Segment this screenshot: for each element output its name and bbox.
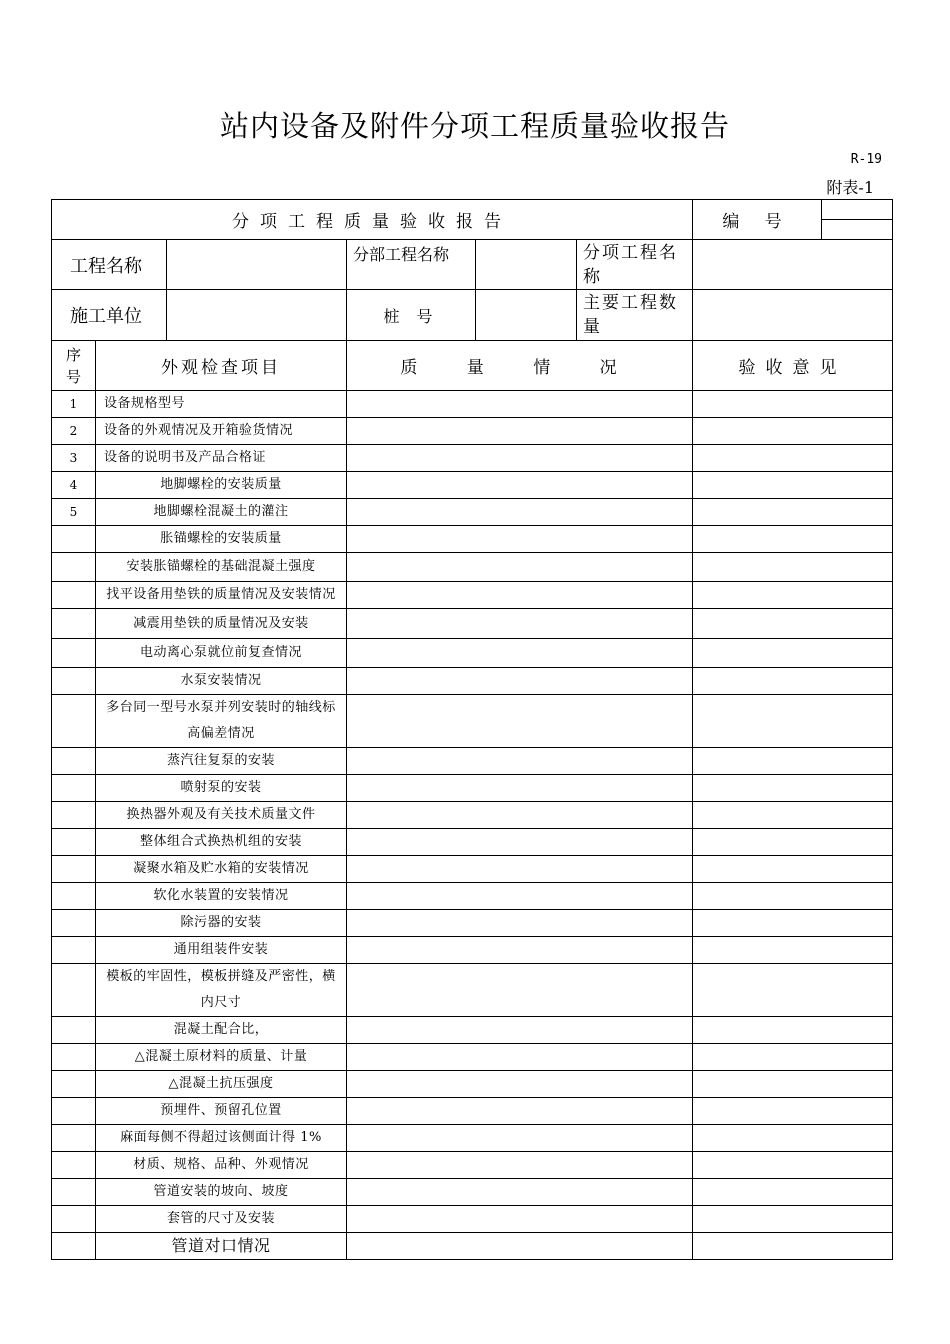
row-opinion-cell[interactable] xyxy=(693,609,893,639)
row-quality-cell[interactable] xyxy=(347,1098,693,1125)
row-seq xyxy=(52,883,96,910)
row-seq xyxy=(52,802,96,829)
row-opinion-cell[interactable] xyxy=(693,775,893,802)
table-row xyxy=(52,445,893,472)
row-quality-cell[interactable] xyxy=(347,964,693,1017)
row-item: 凝聚水箱及贮水箱的安装情况 xyxy=(96,856,347,883)
row-item: 找平设备用垫铁的质量情况及安装情况 xyxy=(96,582,347,609)
table-row xyxy=(52,526,893,553)
col-seq: 序号 xyxy=(52,341,96,391)
row-item: 喷射泵的安装 xyxy=(96,775,347,802)
row-quality-cell[interactable] xyxy=(347,910,693,937)
row-seq xyxy=(52,829,96,856)
report-name: 分项工程质量验收报告 xyxy=(52,200,693,240)
table-row xyxy=(52,1017,893,1044)
table-row xyxy=(52,1233,893,1260)
row-quality-cell[interactable] xyxy=(347,937,693,964)
row-item: 地脚螺栓的安装质量 xyxy=(96,472,347,499)
row-opinion-cell[interactable] xyxy=(693,391,893,418)
row-opinion-cell[interactable] xyxy=(693,802,893,829)
row-item: △混凝土原材料的质量、计量 xyxy=(96,1044,347,1071)
pile-no-value[interactable] xyxy=(476,290,577,341)
table-row xyxy=(52,964,893,1017)
row-item: 减震用垫铁的质量情况及安装 xyxy=(96,609,347,639)
table-row xyxy=(52,418,893,445)
row-seq: 3 xyxy=(52,445,96,472)
table-row xyxy=(52,1044,893,1071)
row-quality-cell[interactable] xyxy=(347,1233,693,1260)
row-item: △混凝土抗压强度 xyxy=(96,1071,347,1098)
row-quality-cell[interactable] xyxy=(347,775,693,802)
row-opinion-cell[interactable] xyxy=(693,883,893,910)
row-seq xyxy=(52,582,96,609)
row-item: 管道对口情况 xyxy=(96,1233,347,1260)
row-item: 设备的说明书及产品合格证 xyxy=(96,445,347,472)
row-seq xyxy=(52,1179,96,1206)
row-opinion-cell[interactable] xyxy=(693,1044,893,1071)
row-quality-cell[interactable] xyxy=(347,1152,693,1179)
row-item: 预埋件、预留孔位置 xyxy=(96,1098,347,1125)
row-seq xyxy=(52,553,96,582)
row-item: 模板的牢固性，模板拼缝及严密性，横内尺寸 xyxy=(96,964,347,1017)
row-opinion-cell[interactable] xyxy=(693,748,893,775)
row-item: 地脚螺栓混凝土的灌注 xyxy=(96,499,347,526)
info-row-2 xyxy=(52,290,893,341)
attachment-label: 附表-1 xyxy=(826,178,874,197)
row-item: 麻面每侧不得超过该侧面计得 1% xyxy=(96,1125,347,1152)
row-quality-cell[interactable] xyxy=(347,829,693,856)
row-quality-cell[interactable] xyxy=(347,802,693,829)
row-quality-cell[interactable] xyxy=(347,883,693,910)
row-quality-cell[interactable] xyxy=(347,499,693,526)
page-title: 站内设备及附件分项工程质量验收报告 xyxy=(219,109,730,143)
row-opinion-cell[interactable] xyxy=(693,445,893,472)
col-item: 外观检查项目 xyxy=(96,341,347,391)
table-row xyxy=(52,695,893,748)
row-seq: 2 xyxy=(52,418,96,445)
row-seq: 5 xyxy=(52,499,96,526)
row-seq: 1 xyxy=(52,391,96,418)
form-code: R-19 xyxy=(850,152,882,167)
table-row xyxy=(52,1206,893,1233)
table-row xyxy=(52,937,893,964)
row-seq xyxy=(52,937,96,964)
row-quality-cell[interactable] xyxy=(347,418,693,445)
row-seq xyxy=(52,668,96,695)
table-row xyxy=(52,1179,893,1206)
row-item: 材质、规格、品种、外观情况 xyxy=(96,1152,347,1179)
item-project-label: 分项工程名称 xyxy=(577,240,693,290)
info-row-1 xyxy=(52,240,893,290)
row-seq xyxy=(52,1017,96,1044)
row-item: 水泵安装情况 xyxy=(96,668,347,695)
row-quality-cell[interactable] xyxy=(347,609,693,639)
row-seq xyxy=(52,856,96,883)
table-row xyxy=(52,472,893,499)
number-label: 编 号 xyxy=(693,200,822,240)
table-row xyxy=(52,1071,893,1098)
row-opinion-cell[interactable] xyxy=(693,1125,893,1152)
project-name-label: 工程名称 xyxy=(52,240,167,290)
row-quality-cell[interactable] xyxy=(347,391,693,418)
table-row xyxy=(52,668,893,695)
row-opinion-cell[interactable] xyxy=(693,639,893,668)
row-seq xyxy=(52,1152,96,1179)
table-row xyxy=(52,499,893,526)
row-item: 蒸汽往复泵的安装 xyxy=(96,748,347,775)
report-table xyxy=(51,199,893,1260)
row-item: 换热器外观及有关技术质量文件 xyxy=(96,802,347,829)
table-row xyxy=(52,775,893,802)
row-opinion-cell[interactable] xyxy=(693,1233,893,1260)
table-row xyxy=(52,829,893,856)
construction-unit-label: 施工单位 xyxy=(52,290,167,341)
row-quality-cell[interactable] xyxy=(347,1179,693,1206)
table-row xyxy=(52,1152,893,1179)
table-row xyxy=(52,391,893,418)
row-quality-cell[interactable] xyxy=(347,553,693,582)
row-opinion-cell[interactable] xyxy=(693,1152,893,1179)
row-opinion-cell[interactable] xyxy=(693,695,893,748)
number-value[interactable] xyxy=(822,200,893,240)
row-quality-cell[interactable] xyxy=(347,695,693,748)
row-quality-cell[interactable] xyxy=(347,445,693,472)
row-seq xyxy=(52,964,96,1017)
row-seq xyxy=(52,695,96,748)
table-row xyxy=(52,1098,893,1125)
row-quality-cell[interactable] xyxy=(347,748,693,775)
row-opinion-cell[interactable] xyxy=(693,1017,893,1044)
row-quality-cell[interactable] xyxy=(347,582,693,609)
row-quality-cell[interactable] xyxy=(347,856,693,883)
row-quality-cell[interactable] xyxy=(347,1125,693,1152)
row-seq xyxy=(52,748,96,775)
row-quality-cell[interactable] xyxy=(347,639,693,668)
row-opinion-cell[interactable] xyxy=(693,1098,893,1125)
row-quality-cell[interactable] xyxy=(347,472,693,499)
row-opinion-cell[interactable] xyxy=(693,910,893,937)
construction-unit-value[interactable] xyxy=(167,290,347,341)
col-quality: 质 量 情 况 xyxy=(347,341,693,391)
row-item: 胀锚螺栓的安装质量 xyxy=(96,526,347,553)
row-quality-cell[interactable] xyxy=(347,1017,693,1044)
row-quality-cell[interactable] xyxy=(347,1206,693,1233)
row-opinion-cell[interactable] xyxy=(693,418,893,445)
main-quantity-value[interactable] xyxy=(693,290,893,341)
pile-no-label: 桩 号 xyxy=(347,290,476,341)
subpart-value[interactable] xyxy=(476,240,577,290)
row-opinion-cell[interactable] xyxy=(693,582,893,609)
row-opinion-cell[interactable] xyxy=(693,937,893,964)
main-quantity-label: 主要工程数量 xyxy=(577,290,693,341)
row-seq xyxy=(52,1044,96,1071)
row-seq xyxy=(52,1233,96,1260)
row-seq xyxy=(52,526,96,553)
row-quality-cell[interactable] xyxy=(347,668,693,695)
row-item: 设备规格型号 xyxy=(96,391,347,418)
row-seq xyxy=(52,609,96,639)
row-item: 电动离心泵就位前复查情况 xyxy=(96,639,347,668)
row-opinion-cell[interactable] xyxy=(693,499,893,526)
row-item: 除污器的安装 xyxy=(96,910,347,937)
row-item: 套管的尺寸及安装 xyxy=(96,1206,347,1233)
row-item: 软化水装置的安装情况 xyxy=(96,883,347,910)
header-row xyxy=(52,200,893,240)
project-name-value[interactable] xyxy=(167,240,347,290)
row-seq xyxy=(52,1098,96,1125)
row-item: 安装胀锚螺栓的基础混凝土强度 xyxy=(96,553,347,582)
row-opinion-cell[interactable] xyxy=(693,1206,893,1233)
table-row xyxy=(52,609,893,639)
row-seq xyxy=(52,1071,96,1098)
row-item: 管道安装的坡向、坡度 xyxy=(96,1179,347,1206)
row-seq xyxy=(52,639,96,668)
table-row xyxy=(52,748,893,775)
row-opinion-cell[interactable] xyxy=(693,964,893,1017)
subpart-label: 分部工程名称 xyxy=(347,240,476,290)
table-row xyxy=(52,856,893,883)
table-row xyxy=(52,639,893,668)
row-opinion-cell[interactable] xyxy=(693,856,893,883)
column-header-row xyxy=(52,341,893,391)
table-row xyxy=(52,802,893,829)
row-opinion-cell[interactable] xyxy=(693,829,893,856)
row-seq: 4 xyxy=(52,472,96,499)
row-item: 设备的外观情况及开箱验货情况 xyxy=(96,418,347,445)
row-opinion-cell[interactable] xyxy=(693,472,893,499)
row-opinion-cell[interactable] xyxy=(693,1179,893,1206)
item-project-value[interactable] xyxy=(693,240,893,290)
row-item: 多台同一型号水泵并列安装时的轴线标高偏差情况 xyxy=(96,695,347,748)
row-opinion-cell[interactable] xyxy=(693,668,893,695)
row-seq xyxy=(52,910,96,937)
row-opinion-cell[interactable] xyxy=(693,526,893,553)
table-row xyxy=(52,910,893,937)
col-opinion: 验收意见 xyxy=(693,341,893,391)
row-opinion-cell[interactable] xyxy=(693,553,893,582)
table-row xyxy=(52,582,893,609)
row-seq xyxy=(52,1206,96,1233)
row-quality-cell[interactable] xyxy=(347,1071,693,1098)
row-opinion-cell[interactable] xyxy=(693,1071,893,1098)
row-item: 通用组装件安装 xyxy=(96,937,347,964)
row-item: 整体组合式换热机组的安装 xyxy=(96,829,347,856)
row-seq xyxy=(52,775,96,802)
row-seq xyxy=(52,1125,96,1152)
row-item: 混凝土配合比， xyxy=(96,1017,347,1044)
row-quality-cell[interactable] xyxy=(347,526,693,553)
row-quality-cell[interactable] xyxy=(347,1044,693,1071)
table-row xyxy=(52,1125,893,1152)
table-row xyxy=(52,553,893,582)
table-row xyxy=(52,883,893,910)
